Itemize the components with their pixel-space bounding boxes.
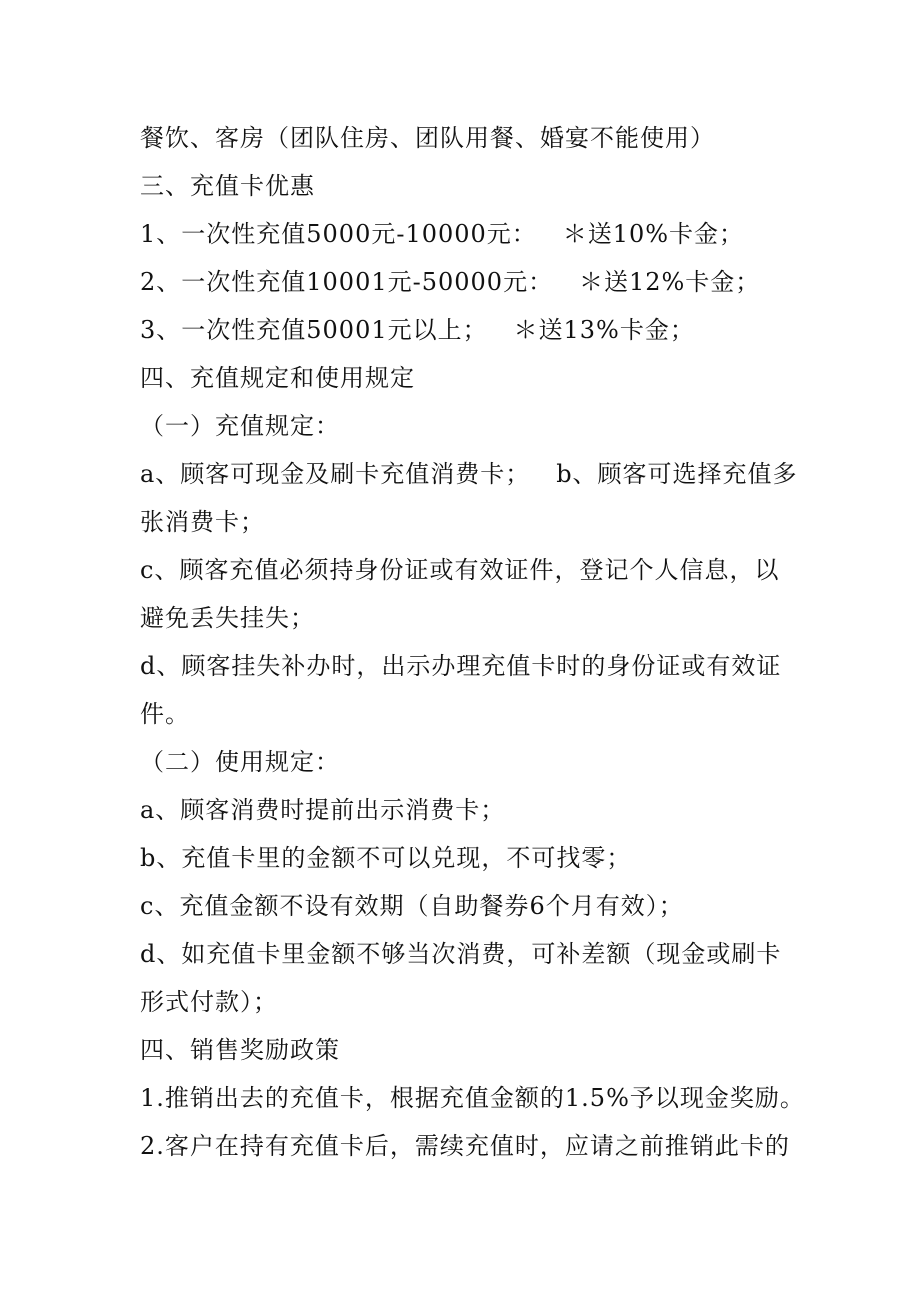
- text-line: 2.客户在持有充值卡后，需续充值时，应请之前推销此卡的: [140, 1132, 790, 1160]
- document-body: [140, 114, 820, 1170]
- text-line: 3、一次性充值50001元以上； ＊送13%卡金；: [140, 316, 695, 344]
- text-line: 形式付款）；: [140, 988, 278, 1016]
- text-line: 餐饮、客房（团队住房、团队用餐、婚宴不能使用）: [140, 124, 715, 152]
- text-line: 1.推销出去的充值卡，根据充值金额的1.5%予以现金奖励。: [140, 1084, 805, 1112]
- text-line: b、充值卡里的金额不可以兑现，不可找零；: [140, 844, 632, 872]
- subsection-heading: （二）使用规定：: [140, 748, 340, 776]
- text-line: c、顾客充值必须持身份证或有效证件，登记个人信息，以: [140, 556, 780, 584]
- text-line: 件。: [140, 700, 190, 728]
- text-line: a、顾客可现金及刷卡充值消费卡； b、顾客可选择充值多: [140, 460, 798, 488]
- text-line: 张消费卡；: [140, 508, 265, 536]
- text-line: 2、一次性充值10001元-50000元： ＊送12%卡金；: [140, 268, 761, 296]
- text-line: c、充值金额不设有效期（自助餐券6个月有效）；: [140, 892, 684, 920]
- text-line: a、顾客消费时提前出示消费卡；: [140, 796, 506, 824]
- text-line: d、顾客挂失补办时，出示办理充值卡时的身份证或有效证: [140, 652, 782, 680]
- section-heading: 四、销售奖励政策: [140, 1036, 340, 1064]
- section-heading: 三、充值卡优惠: [140, 172, 315, 200]
- subsection-heading: （一）充值规定：: [140, 412, 340, 440]
- section-heading: 四、充值规定和使用规定: [140, 364, 415, 392]
- text-line: d、如充值卡里金额不够当次消费，可补差额（现金或刷卡: [140, 940, 782, 968]
- text-line: 避免丢失挂失；: [140, 604, 315, 632]
- text-line: 1、一次性充值5000元-10000元： ＊送10%卡金；: [140, 220, 745, 248]
